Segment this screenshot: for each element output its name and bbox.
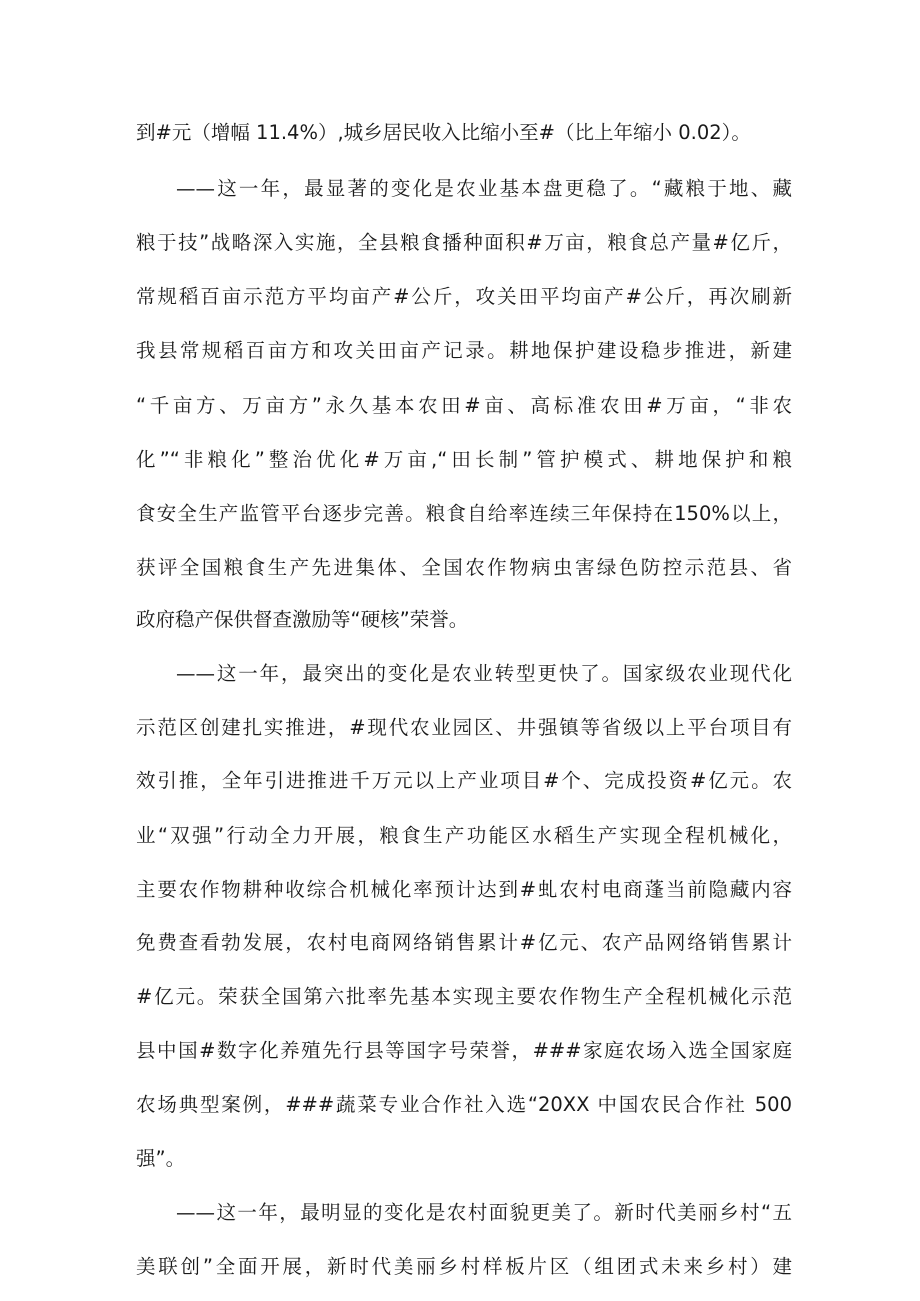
text-line: #亿元。荣获全国第六批率先基本实现主要农作物生产全程机械化示范 bbox=[136, 985, 792, 1008]
text-line: 强”。 bbox=[136, 1147, 186, 1170]
text-line: 政府稳产保供督查激励等“硬核”荣誉。 bbox=[136, 608, 469, 631]
text-line: 获评全国粮食生产先进集体、全国农作物病虫害绿色防控示范县、省 bbox=[136, 556, 792, 579]
text-line: 免费查看勃发展，农村电商网络销售累计#亿元、农产品网络销售累计 bbox=[136, 931, 792, 954]
text-line: “千亩方、万亩方”永久基本农田#亩、高标准农田#万亩，“非农 bbox=[136, 394, 792, 417]
text-line: 示范区创建扎实推进，#现代农业园区、井强镇等省级以上平台项目有 bbox=[136, 716, 792, 739]
text-line: 化”“非粮化”整治优化#万亩,“田长制”管护模式、耕地保护和粮 bbox=[136, 448, 792, 471]
text-line: 效引推，全年引进推进千万元以上产业项目#个、完成投资#亿元。农 bbox=[136, 769, 792, 792]
text-line: 农场典型案例，###蔬菜专业合作社入选“20XX 中国农民合作社 500 bbox=[136, 1093, 792, 1116]
text-line: 业“双强”行动全力开展，粮食生产功能区水稻生产实现全程机械化， bbox=[136, 824, 792, 847]
text-line: 美联创”全面开展，新时代美丽乡村样板片区（组团式未来乡村）建 bbox=[136, 1255, 792, 1278]
text-line: 常规稻百亩示范方平均亩产#公斤，攻关田平均亩产#公斤，再次刷新 bbox=[136, 285, 792, 308]
text-line: ——这一年，最突出的变化是农业转型更快了。国家级农业现代化 bbox=[176, 662, 792, 685]
text-line: 我县常规稻百亩方和攻关田亩产记录。耕地保护建设稳步推进，新建 bbox=[136, 339, 792, 362]
text-line: 主要农作物耕种收综合机械化率预计达到#虬农村电商蓬当前隐藏内容 bbox=[136, 878, 792, 901]
text-line: 到#元（增幅 11.4%）,城乡居民收入比缩小至#（比上年缩小 0.02）。 bbox=[136, 121, 751, 144]
text-line: 县中国#数字化养殖先行县等国字号荣誉，###家庭农场入选全国家庭 bbox=[136, 1039, 792, 1062]
text-line: 食安全生产监管平台逐步完善。粮食自给率连续三年保持在150%以上， bbox=[136, 502, 792, 525]
text-line: ——这一年，最明显的变化是农村面貌更美了。新时代美丽乡村“五 bbox=[176, 1201, 792, 1224]
text-line: ——这一年，最显著的变化是农业基本盘更稳了。“藏粮于地、藏 bbox=[176, 177, 792, 200]
text-line: 粮于技”战略深入实施，全县粮食播种面积#万亩，粮食总产量#亿斤， bbox=[136, 231, 792, 254]
